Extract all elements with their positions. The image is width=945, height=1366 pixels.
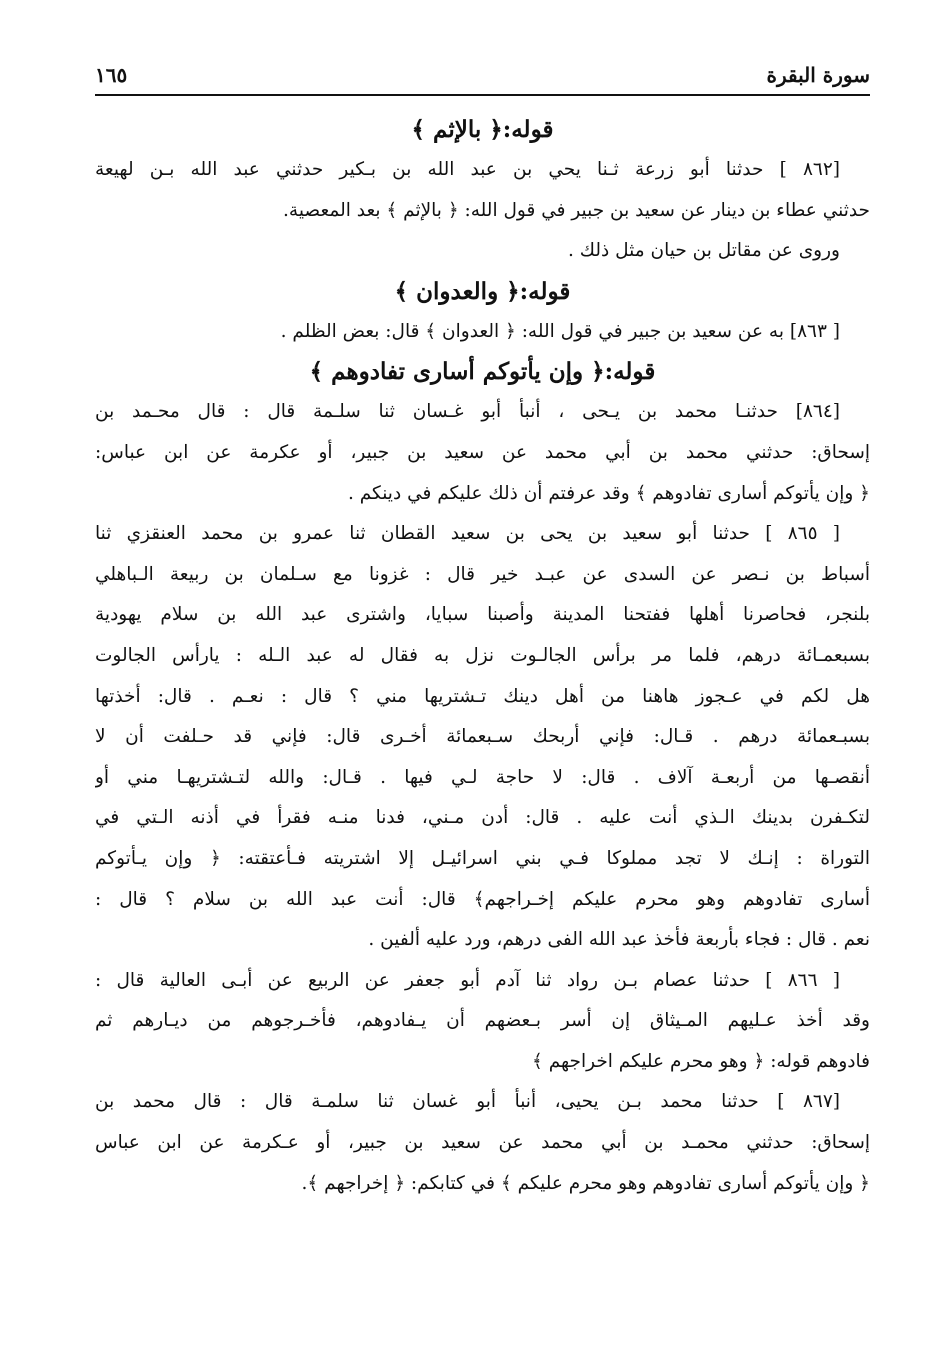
text-line: نعم . قال : فجاء بأربعة فأخذ عبد الله الفى درهم، ورد عليه ألفين . bbox=[368, 929, 870, 951]
text-line: [٨٦٢ ] حدثنا أبو زرعة ثـنا يحي بن عبد الله بن بـكير حدثني عبد الله بـن لهيعة bbox=[95, 159, 840, 180]
page bbox=[95, 56, 870, 1204]
text-line: التوراة : إنـك لا تجد مملوكا فـي بني اسرائيـل إلا اشتريته فـأعتقته: ﴿ وإن يـأتوكم bbox=[95, 847, 870, 869]
text-line: ﴿ وإن يأتوكم أسارى تفادوهم وهو محرم عليكم ﴾ في كتابكم: ﴿ إخراجهم ﴾. bbox=[301, 1172, 870, 1194]
text-line: وقد أخذ عـليهم المـيثاق إن أسر بـعضهم أن يـفادوهم، فأخـرجوهم من ديـارهم ثم bbox=[95, 1010, 870, 1032]
text-line: إسحاق: حدثني محمد بن أبي محمد عن سعيد بن جبير، أو عكرمة عن ابن عباس: bbox=[95, 441, 870, 463]
text-line: أسارى تفادوهم وهو محرم عليكم إخـراجهم﴾ قال: أنت عبد الله بن سلام ؟ قال : bbox=[95, 888, 870, 910]
running-head bbox=[95, 56, 870, 96]
text-line: ﴿ وإن يأتوكم أسارى تفادوهم ﴾ وقد عرفتم أن ذلك عليكم في دينكم . bbox=[347, 482, 870, 504]
text-line: لتكـفرن بدينك الـذي أنت عليه . قال: أدن مـني، فدنا منـه فقرأ في أذنه الـتي في bbox=[95, 807, 870, 829]
section-heading: قوله:﴿ والعدوان ﴾ bbox=[394, 277, 571, 305]
section-heading: قوله:﴿ بالإثم ﴾ bbox=[411, 116, 554, 143]
section-heading: قوله:﴿ وإن يأتوكم أسارى تفادوهم ﴾ bbox=[309, 358, 656, 386]
text-line: وروى عن مقاتل بن حيان مثل ذلك . bbox=[568, 240, 840, 262]
text-line: [ ٨٦٦ ] حدثنا عصام بـن رواد ثنا آدم أبو جعفر عن الربيع عن أبـى العالية قال : bbox=[95, 969, 840, 991]
text-line: [٨٦٤] حدثنـا محمد بن يـحى ، أنبأ أبو غـسان ثنا سلـمة قال : قال محـمد بن bbox=[95, 401, 840, 423]
surah-name: سورة البقرة bbox=[766, 63, 870, 87]
text-line: هل لكم في عـجوز هاهنا من أهل دينك تـشتريها مني ؟ قال : نعـم . قال: أخذتها bbox=[95, 685, 870, 707]
text-line: أسباط بن نـصر عن السدى عن عبـد خير قال : غزونا مع سـلمان بن ربيعة الـباهلي bbox=[95, 563, 870, 585]
text-line: فادوهم قوله: ﴿ وهو محرم عليكم اخراجهم ﴾ bbox=[532, 1050, 870, 1072]
text-line: [ ٨٦٥ ] حدثنا أبو سعيد بن يحى بن سعيد القطان ثنا عمرو بن محمد العنقزي ثنا bbox=[95, 523, 840, 545]
body-text bbox=[95, 110, 870, 1204]
text-line: [ ٨٦٣] به عن سعيد بن جبير في قول الله: ﴿ العدوان ﴾ قال: بعض الظلم . bbox=[280, 320, 840, 342]
text-line: [٨٦٧ ] حدثنا محمد بـن يحيى، أنبأ أبو غسان ثنا سلمـة قال : قال محمد بن bbox=[95, 1091, 840, 1113]
text-line: حدثني عطاء بن دينار عن سعيد بن جبير في قول الله: ﴿ بالإثم ﴾ بعد المعصية. bbox=[283, 199, 870, 221]
text-line: أنقصـها من أربعـة آلاف . قال: لا حاجة لـي فيها . قـال: والله لتـشتريهـا مني أو bbox=[95, 766, 870, 788]
text-line: بسبعمـائة درهم، فلما مر برأس الجالـوت نزل به فقال له عبد الـله : يارأس الجالوت bbox=[95, 644, 870, 666]
text-line: إسحاق: حدثني محمـد بن أبي محمد عن سعيد بن جبير، أو عـكرمة عن ابن عباس bbox=[95, 1132, 870, 1154]
page-number: ١٦٥ bbox=[95, 63, 128, 87]
text-line: بسبـعمائة درهم . قـال: فإني أربحك سـبعمائة أخـرى قال: فإني قد حـلفت أن لا bbox=[95, 726, 870, 748]
text-line: بلنجر، فحاصرنا أهلها ففتحنا المدينة وأصبنا سبايا، واشترى عبد الله بن سلام يهودية bbox=[95, 604, 870, 626]
